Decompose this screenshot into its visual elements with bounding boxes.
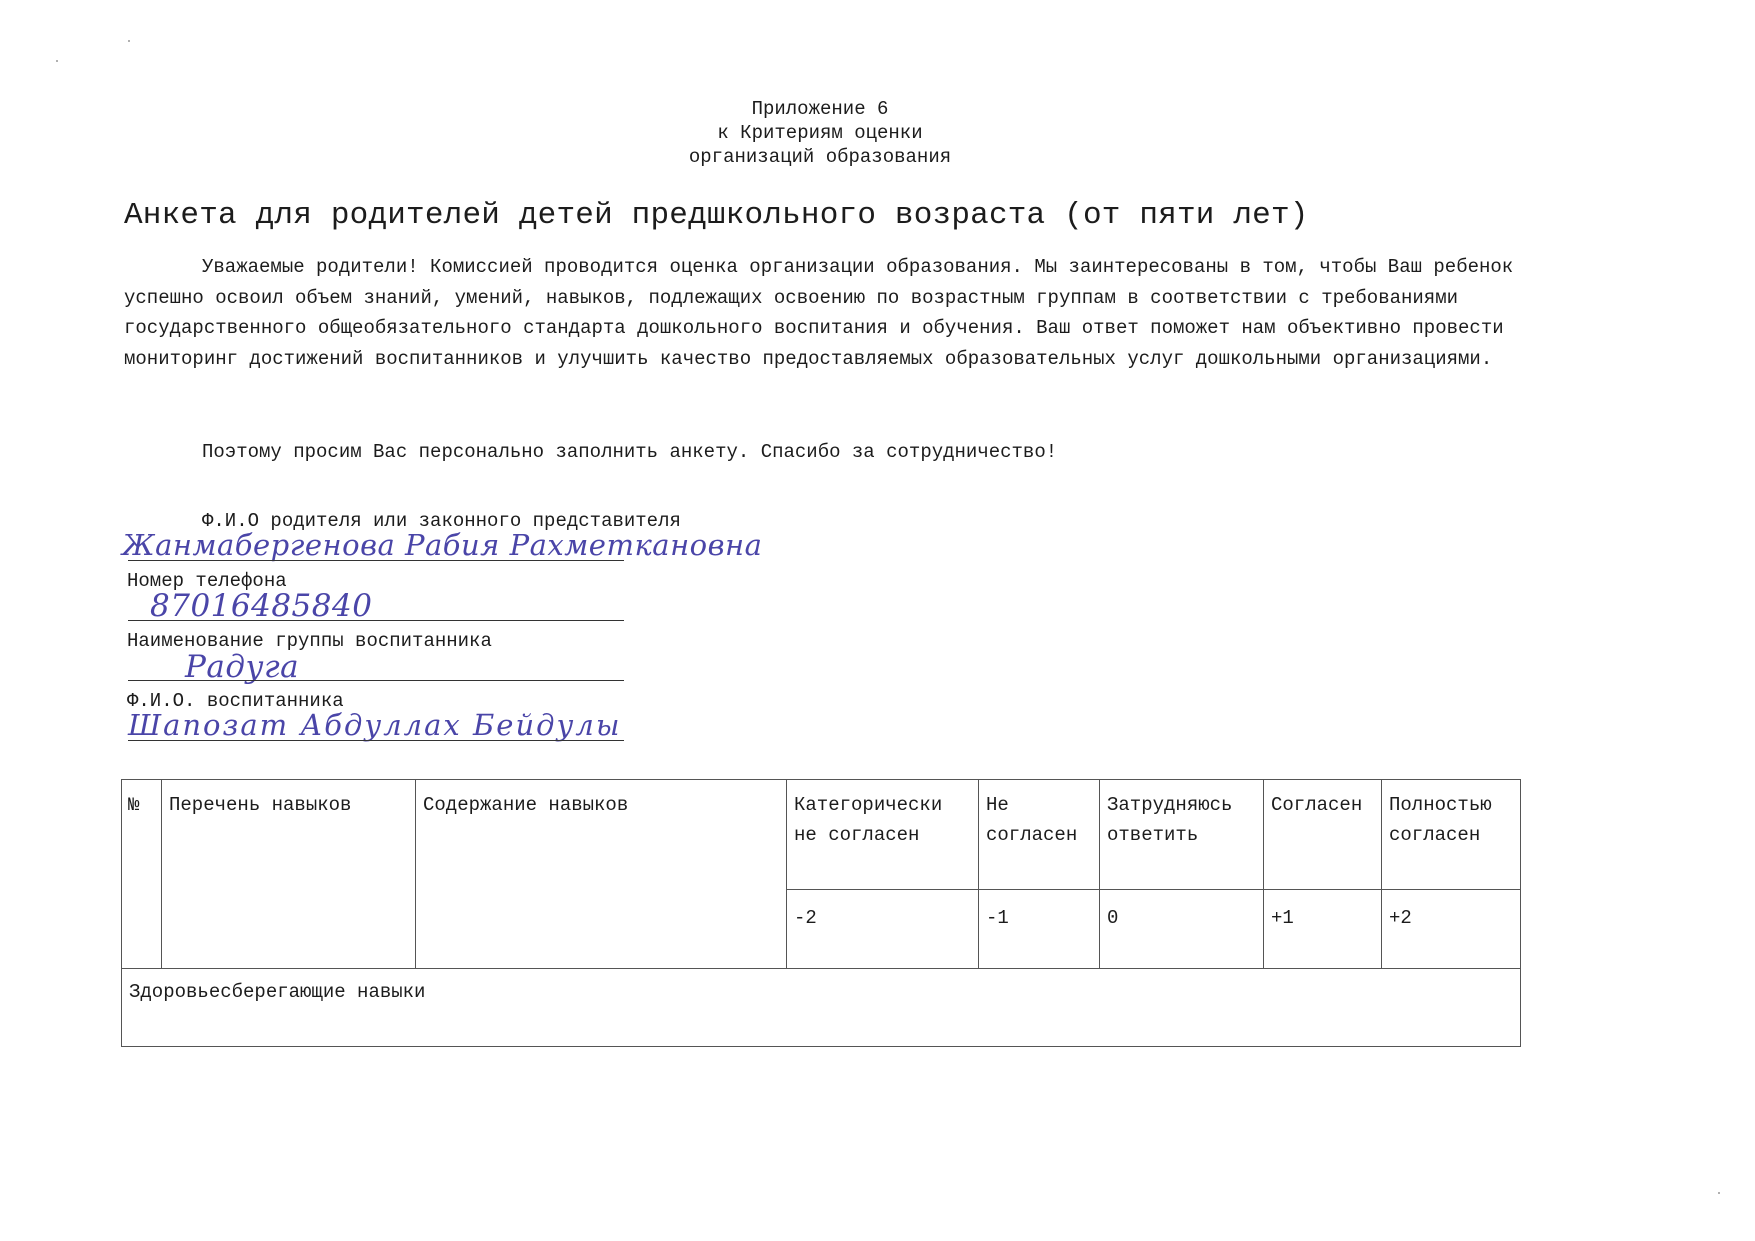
header-content: Содержание навыков (416, 780, 787, 969)
header-skills: Перечень навыков (162, 780, 416, 969)
appendix-note (620, 97, 1020, 169)
score-fully-agree: +2 (1382, 890, 1521, 969)
header-rating-disagree: Не согласен (979, 780, 1100, 890)
appendix-line-1: Приложение 6 (751, 98, 889, 120)
header-rating-agree: Согласен (1264, 780, 1382, 890)
score-hard-to-say: 0 (1100, 890, 1264, 969)
header-rating-hard-to-say: Затрудняюсь ответить (1100, 780, 1264, 890)
section-health-skills: Здоровьесберегающие навыки (122, 969, 1521, 1047)
group-line (128, 680, 624, 681)
parent-name-value[interactable]: Жанмабергенова Рабия Рахметкановна (122, 528, 763, 562)
phone-line (128, 620, 624, 621)
header-rating-fully-agree: Полностью согласен (1382, 780, 1521, 890)
scan-speck (128, 40, 130, 42)
child-name-line (128, 740, 624, 741)
header-number: № (122, 780, 162, 969)
phone-label: Номер телефона (127, 570, 287, 592)
group-label: Наименование группы воспитанника (127, 630, 492, 652)
closing-paragraph: Поэтому просим Вас персонально заполнить анкету. Спасибо за сотрудничество! (202, 441, 1058, 463)
child-name-label: Ф.И.О. воспитанника (127, 690, 344, 712)
child-name-value[interactable]: Шапозат Абдуллах Бейдулы (128, 708, 622, 742)
parent-name-line (128, 560, 624, 561)
appendix-line-3: организаций образования (688, 146, 952, 168)
parent-name-label: Ф.И.О родителя или законного представителя (202, 510, 681, 532)
score-disagree: -1 (979, 890, 1100, 969)
document-title: Анкета для родителей детей предшкольного возраста (от пяти лет) (124, 198, 1309, 233)
scan-speck (1718, 1192, 1720, 1194)
score-agree: +1 (1264, 890, 1382, 969)
group-value[interactable]: Радуга (185, 649, 300, 685)
phone-value[interactable]: 87016485840 (150, 588, 373, 624)
rating-table (121, 779, 1521, 1047)
scan-speck (56, 60, 58, 62)
header-rating-strongly-disagree: Категорически не согласен (787, 780, 979, 890)
appendix-line-2: к Критериям оценки (717, 122, 923, 144)
score-strongly-disagree: -2 (787, 890, 979, 969)
intro-paragraph: Уважаемые родители! Комиссией проводится оценка организации образования. Мы заинтересованы в том, чтобы Ваш ребенок успешно освоил объем знаний, умений, навыков, подлежащих освоению по возрастным группам в соответствии с требованиями государственного общеобязательного стандарта дошкольного воспитания и обучения. Ваш ответ поможет нам объективно провести мониторинг достижений воспитанников и улучшить качество предоставляемых образовательных услуг дошкольными организациями. (124, 256, 1514, 370)
